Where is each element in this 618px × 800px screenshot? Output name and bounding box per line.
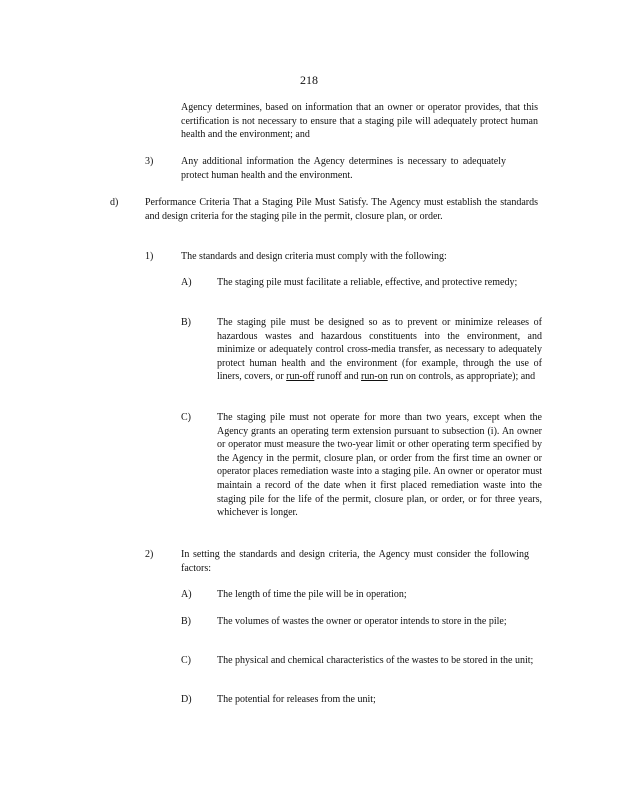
d2a-text: The length of time the pile will be in operation; bbox=[217, 589, 407, 600]
d1b-amended-runoff: run-off bbox=[286, 371, 315, 383]
d1b-text bbox=[217, 316, 542, 384]
item-c3-label: 3) bbox=[145, 156, 154, 167]
d1b-label: B) bbox=[181, 317, 191, 328]
page-number: 218 bbox=[300, 73, 318, 87]
d2-text: In setting the standards and design criteria, the Agency must consider the following factors: bbox=[181, 549, 529, 574]
d2b-text: The volumes of wastes the owner or operator intends to store in the pile; bbox=[217, 616, 507, 627]
intro-paragraph: Agency determines, based on information that an owner or operator provides, that this certification is not necessary to ensure that a staging pile will adequately protect human health and the environment; and bbox=[181, 102, 538, 141]
d2a-label: A) bbox=[181, 589, 192, 600]
d1-text: The standards and design criteria must comply with the following: bbox=[181, 251, 447, 262]
item-c3-text: Any additional information the Agency determines is necessary to adequately protect human health and the environment. bbox=[181, 156, 506, 181]
d2c-text: The physical and chemical characteristics of the wastes to be stored in the unit; bbox=[217, 655, 534, 666]
section-d-text: Performance Criteria That a Staging Pile Must Satisfy. The Agency must establish the standards and design criteria for the staging pile in the permit, closure plan, or order. bbox=[145, 197, 538, 222]
d2c-label: C) bbox=[181, 655, 191, 666]
d1c-label: C) bbox=[181, 412, 191, 423]
d1-label: 1) bbox=[145, 251, 154, 262]
d2b-label: B) bbox=[181, 616, 191, 627]
d2d-text: The potential for releases from the unit; bbox=[217, 694, 376, 705]
d1a-text: The staging pile must facilitate a reliable, effective, and protective remedy; bbox=[217, 277, 518, 288]
d1b-text-before: The staging pile must be designed so as to prevent or minimize releases of hazardous wastes and hazardous constituents into the environment, and minimize or adequately control cross-media transfer, as necessary to adequately protect human health and the environment (for example, through the use of liners, covers, or bbox=[217, 317, 542, 383]
d1b-text-mid: runoff and bbox=[314, 371, 362, 383]
section-d-label: d) bbox=[110, 197, 119, 208]
d1c-text: The staging pile must not operate for more than two years, except when the Agency grants an operating term extension pursuant to subsection (i). An owner or operator must measure the two-year limit or other operating term specified by the Agency in the permit, closure plan, or order from the first time an owner or operator places remediation waste into a staging pile. An owner or operator must maintain a record of the date when it first placed remediation waste into the staging pile for the life of the permit, closure plan, or order, or for three years, whichever is longer. bbox=[217, 412, 542, 519]
d2d-label: D) bbox=[181, 694, 192, 705]
d1b-text-after: run on controls, as appropriate); and bbox=[387, 371, 536, 383]
d2-label: 2) bbox=[145, 549, 154, 560]
d1b-amended-runon: run-on bbox=[361, 371, 388, 383]
d1a-label: A) bbox=[181, 277, 192, 288]
